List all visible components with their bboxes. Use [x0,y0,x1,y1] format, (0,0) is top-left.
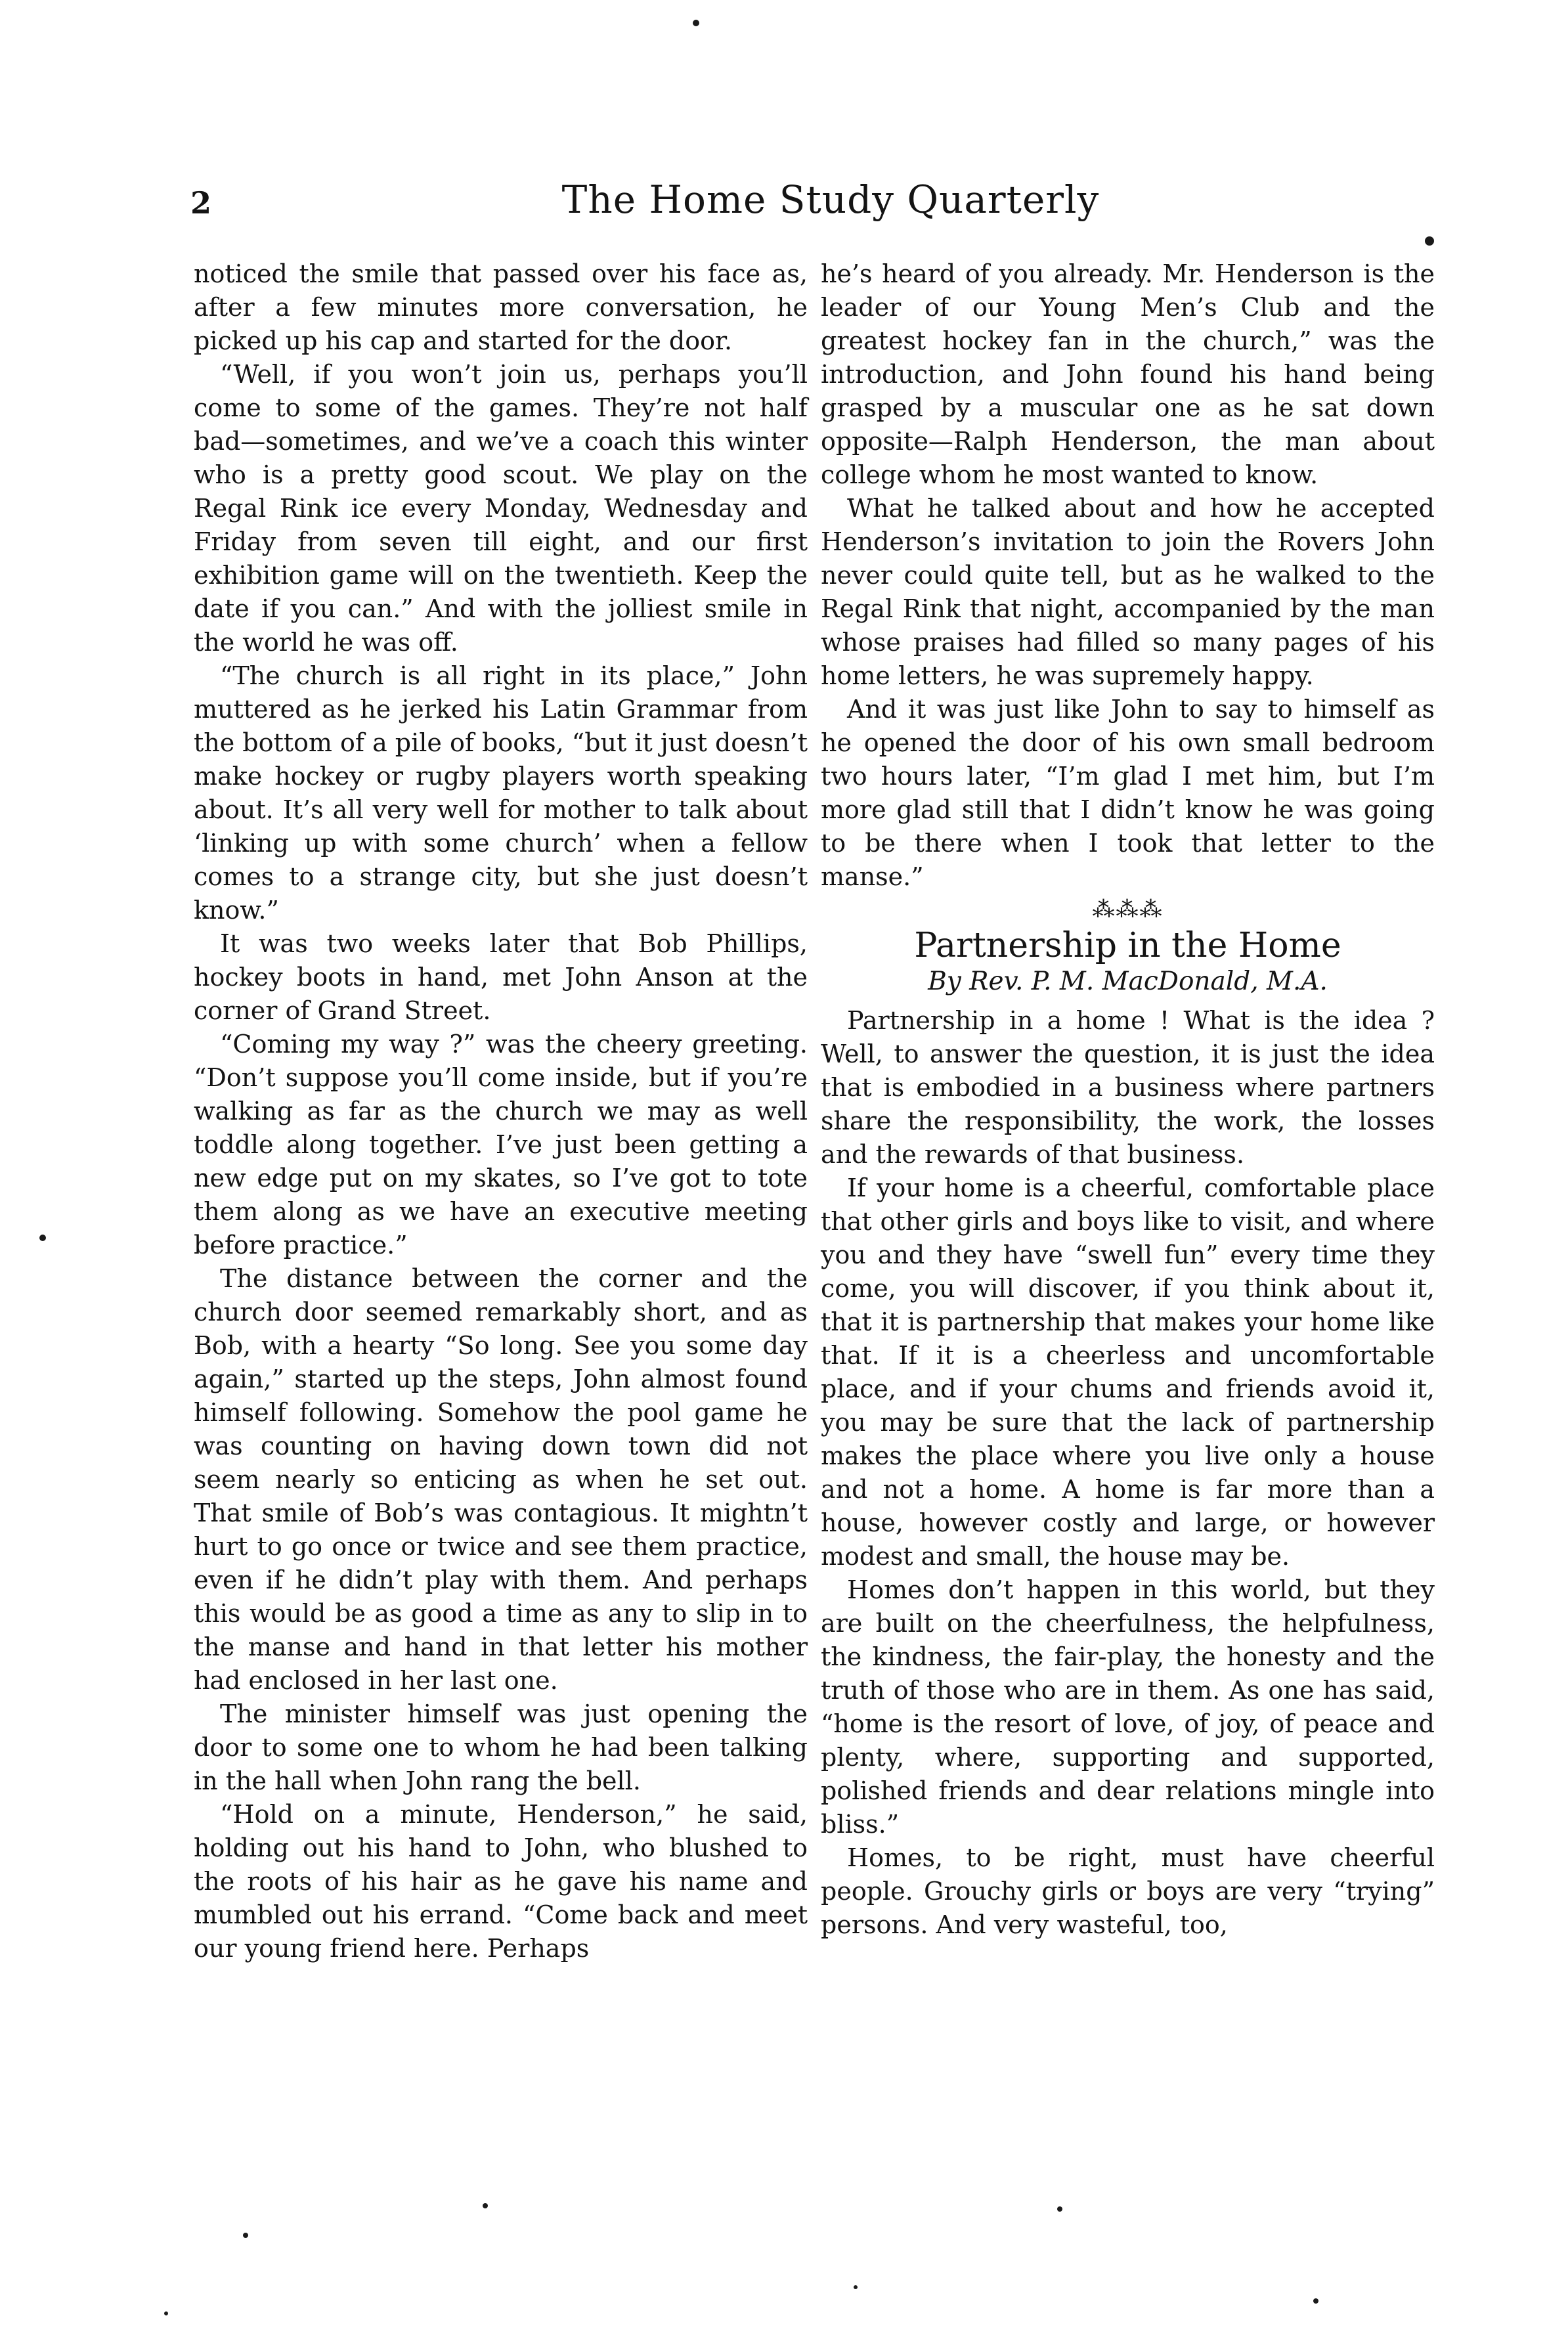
section-ornament: ⁂⁂⁂ [1092,896,1164,923]
scan-speck [483,2203,488,2208]
article-title: Partnership in the Home [914,926,1341,965]
paragraph: “Hold on a minute, Henderson,” he said, holding out his hand to John, who blushed to the roots of his hair as he gave his name and mumbled out his errand. “Come back and meet our young friend here. Perhaps [194,1800,808,1963]
paragraph: he’s heard of you already. Mr. Henderson is the leader of our Young Men’s Club and the greatest hockey fan in the church,” was the introduction, and John found his hand being grasped by a muscular one as he sat down opposite—Ralph Henderson, the man about college whom he most wanted to know. [821,259,1435,489]
paragraph: Partnership in a home ! What is the idea ? Well, to answer the question, it is just the idea that is embodied in a business where partners share the responsibility, the work, the losses and the rewards of that business. [821,1006,1435,1169]
scan-speck [1057,2206,1062,2212]
article-byline: By Rev. P. M. MacDonald, M.A. [928,967,1328,996]
scan-speck [39,1235,46,1241]
paragraph: “The church is all right in its place,” John muttered as he jerked his Latin Grammar from the bottom of a pile of books, “but it just doesn’t make hockey or rugby players worth speaking about. It’s all very well for mother to talk about ‘linking up with some church’ when a fellow comes to a strange city, but she just doesn’t know.” [194,661,808,925]
right-column [821,257,1435,1942]
paragraph: And it was just like John to say to himself as he opened the door of his own small bedroom two hours later, “I’m glad I met him, but I’m more glad still that I didn’t know he was going to be there when I took that letter to the manse.” [821,695,1435,891]
paragraph: “Well, if you won’t join us, perhaps you’ll come to some of the games. They’re not half bad—sometimes, and we’ve a coach this winter who is a pretty good scout. We play on the Regal Rink ice every Monday, Wednesday and Friday from seven till eight, and our first exhibition game will on the twentieth. Keep the date if you can.” And with the jolliest smile in the world he was off. [194,360,808,657]
paragraph: The distance between the corner and the church door seemed remarkably short, and as Bob, with a hearty “So long. See you some day again,” started up the steps, John almost found himself following. Somehow the pool game he was counting on having down town did not seem nearly so enticing as when he set out. That smile of Bob’s was contagious. It mightn’t hurt to go once or twice and see them practice, even if he didn’t play with them. And perhaps this would be as good a time as any to slip in to the manse and hand in that letter his mother had enclosed in her last one. [194,1264,808,1695]
scan-speck [1425,236,1434,246]
paragraph: It was two weeks later that Bob Phillips, hockey boots in hand, met John Anson at the corner of Grand Street. [194,929,808,1025]
left-column [194,257,808,1965]
paragraph: The minister himself was just opening the door to some one to whom he had been talking in the hall when John rang the bell. [194,1699,808,1795]
scan-speck [1313,2298,1318,2304]
scan-speck [243,2233,248,2238]
paragraph: What he talked about and how he accepted Henderson’s invitation to join the Rovers John never could quite tell, but as he walked to the Regal Rink that night, accompanied by the man whose praises had filled so many pages of his home letters, he was supremely happy. [821,494,1435,690]
paragraph: Homes, to be right, must have cheerful people. Grouchy girls or boys are very “trying” persons. And very wasteful, too, [821,1843,1435,1939]
paragraph: If your home is a cheerful, comfortable place that other girls and boys like to visit, and where you and they have “swell fun” every time they come, you will discover, if you think about it, that it is partnership that makes your home like that. If it is a cheerless and uncomfortable place, and if your chums and friends avoid it, you may be sure that the lack of partnership makes the place where you live only a house and not a home. A home is far more than a house, however costly and large, or however modest and small, the house may be. [821,1173,1435,1571]
paragraph: noticed the smile that passed over his face as, after a few minutes more conversation, he picked up his cap and started for the door. [194,259,808,355]
paragraph: “Coming my way ?” was the cheery greeting. “Don’t suppose you’ll come inside, but if you’re walking as far as the church we may as well toddle along together. I’ve just been getting a new edge put on my skates, so I’ve got to tote them along as we have an executive meeting before practice.” [194,1030,808,1259]
running-title: The Home Study Quarterly [561,177,1100,222]
paragraph: Homes don’t happen in this world, but they are built on the cheerfulness, the helpfulness, the kindness, the fair-play, the honesty and the truth of those who are in them. As one has said, “home is the resort of love, of joy, of peace and plenty, where, supporting and supported, polished friends and dear relations mingle into bliss.” [821,1575,1435,1839]
page-number: 2 [190,185,212,221]
scan-speck [164,2311,168,2315]
scan-speck [854,2285,858,2289]
page-header [190,177,1471,230]
scan-speck [693,20,699,26]
